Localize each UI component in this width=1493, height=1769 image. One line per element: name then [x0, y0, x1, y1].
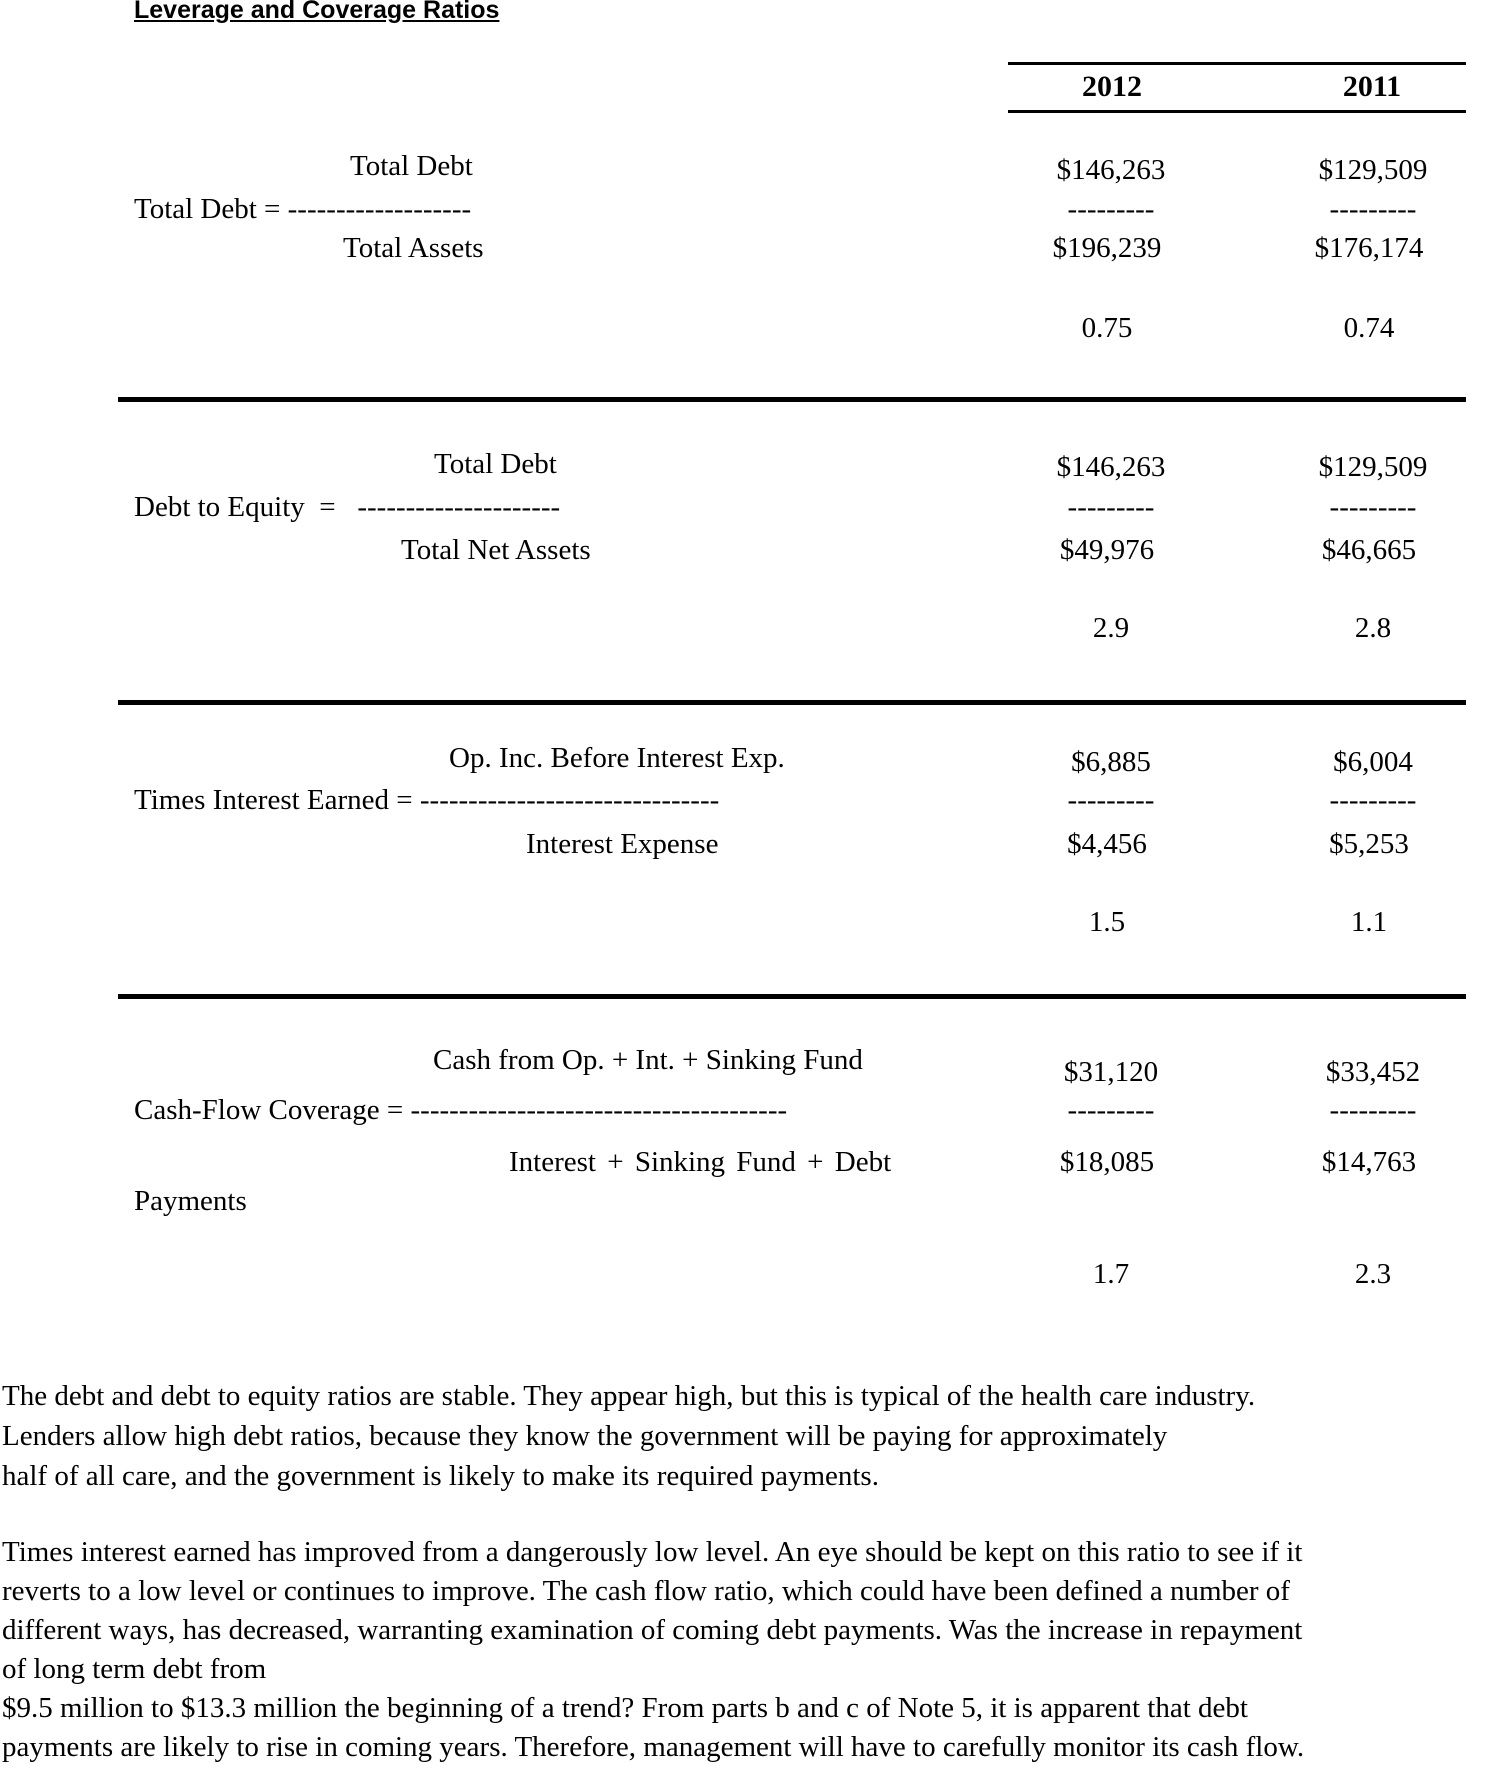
value-2012-result: 1.7 — [1092, 1258, 1130, 1290]
paragraph-line: $9.5 million to $13.3 million the beginning of a trend? From parts b and c of Note 5, it is apparent that debt — [2, 1692, 1248, 1724]
value-2012-divider: --------- — [1067, 1094, 1155, 1126]
value-2011-numerator: $129,509 — [1318, 154, 1428, 186]
value-2012-result: 0.75 — [1081, 312, 1133, 344]
value-2011-denominator: $14,763 — [1321, 1146, 1417, 1178]
value-2011-divider: --------- — [1329, 1094, 1417, 1126]
value-2011-denominator: $5,253 — [1329, 828, 1409, 860]
denominator-label: Total Assets — [343, 232, 484, 264]
numerator-label: Total Debt — [350, 150, 473, 182]
value-2011-denominator: $46,665 — [1321, 534, 1417, 566]
ratio-name: Debt to Equity = --------------------- — [134, 491, 561, 523]
paragraph-line: reverts to a low level or continues to improve. The cash flow ratio, which could have been defined a number of — [2, 1575, 1290, 1607]
value-2012-numerator: $146,263 — [1056, 451, 1166, 483]
paragraph-line: Times interest earned has improved from a dangerously low level. An eye should be kept on this ratio to see if it — [2, 1536, 1303, 1568]
paragraph-line: half of all care, and the government is likely to make its required payments. — [2, 1460, 879, 1492]
numerator-label: Total Debt — [434, 448, 557, 480]
header-bottom-rule — [1008, 110, 1466, 113]
ratio-name: Total Debt = ------------------- — [134, 193, 472, 225]
commentary-paragraph-1 — [2, 1376, 1492, 1496]
numerator-label: Op. Inc. Before Interest Exp. — [449, 742, 785, 774]
section-divider — [118, 700, 1466, 705]
value-2011-result: 2.8 — [1354, 612, 1392, 644]
year-2012-header: 2012 — [1082, 70, 1142, 103]
section-divider — [118, 994, 1466, 999]
value-2011-denominator: $176,174 — [1314, 232, 1424, 264]
section-divider — [118, 397, 1466, 402]
value-2012-numerator: $31,120 — [1063, 1056, 1159, 1088]
value-2011-result: 1.1 — [1350, 906, 1388, 938]
denominator-label: Interest Expense — [526, 828, 719, 860]
value-2012-divider: --------- — [1067, 193, 1155, 225]
value-2011-result: 0.74 — [1343, 312, 1395, 344]
value-2012-denominator: $49,976 — [1059, 534, 1155, 566]
value-2012-result: 1.5 — [1088, 906, 1126, 938]
value-2012-denominator: $18,085 — [1059, 1146, 1155, 1178]
value-2012-result: 2.9 — [1092, 612, 1130, 644]
numerator-label: Cash from Op. + Int. + Sinking Fund — [433, 1044, 863, 1076]
commentary-paragraph-2 — [2, 1533, 1492, 1767]
value-2011-divider: --------- — [1329, 784, 1417, 816]
value-2012-numerator: $6,885 — [1071, 746, 1151, 778]
value-2012-denominator: $4,456 — [1067, 828, 1147, 860]
year-2011-header: 2011 — [1342, 70, 1402, 103]
value-2011-divider: --------- — [1329, 491, 1417, 523]
header-top-rule — [1008, 62, 1466, 65]
paragraph-line: different ways, has decreased, warranting examination of coming debt payments. Was the increase in repayment — [2, 1614, 1303, 1646]
paragraph-line: Lenders allow high debt ratios, because they know the government will be paying for approximately — [2, 1420, 1168, 1452]
value-2012-denominator: $196,239 — [1052, 232, 1162, 264]
denominator-continuation: Payments — [134, 1185, 247, 1217]
denominator-label: Total Net Assets — [401, 534, 591, 566]
paragraph-line: The debt and debt to equity ratios are stable. They appear high, but this is typical of the health care industry. — [2, 1380, 1256, 1412]
value-2012-divider: --------- — [1067, 491, 1155, 523]
page-title: Leverage and Coverage Ratios — [134, 0, 500, 24]
ratio-name: Times Interest Earned = ------------------------------- — [134, 784, 720, 816]
value-2012-numerator: $146,263 — [1056, 154, 1166, 186]
denominator-label: Interest + Sinking Fund + Debt — [509, 1146, 892, 1178]
ratio-name: Cash-Flow Coverage = --------------------------------------- — [134, 1094, 788, 1126]
value-2011-result: 2.3 — [1354, 1258, 1392, 1290]
value-2011-numerator: $33,452 — [1325, 1056, 1421, 1088]
value-2011-divider: --------- — [1329, 193, 1417, 225]
value-2012-divider: --------- — [1067, 784, 1155, 816]
paragraph-line: payments are likely to rise in coming years. Therefore, management will have to carefully monitor its cash flow. — [2, 1731, 1305, 1763]
paragraph-line: of long term debt from — [2, 1653, 267, 1685]
value-2011-numerator: $6,004 — [1333, 746, 1413, 778]
value-2011-numerator: $129,509 — [1318, 451, 1428, 483]
